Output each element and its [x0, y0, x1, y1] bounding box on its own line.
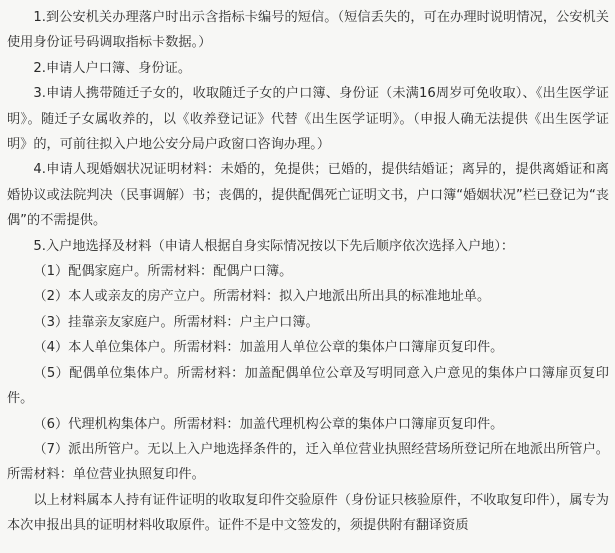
- paragraph-1: 1.到公安机关办理落户时出示含指标卡编号的短信。（短信丢失的，可在办理时说明情况，公安机关使用身份证号码调取指标卡数据。）: [7, 10, 609, 51]
- paragraph-3: 3.申请人携带随迁子女的，收取随迁子女的户口簿、身份证（未满16周岁可免收取）、《出生医学证明》。随迁子女属收养的，以《收养登记证》代替《出生医学证明》。（申报人确无法提供《出生医学证明》的，可前往拟入户地公安分局户政窗口咨询办理。）: [7, 86, 609, 153]
- option-7: （7）派出所管户。无以上入户地选择条件的，迁入单位营业执照经营场所登记所在地派出所管户。所需材料：单位营业执照复印件。: [7, 441, 609, 483]
- option-2: （2）本人或亲友的房产立户。所需材料：拟入户地派出所出具的标准地址单。: [33, 289, 491, 305]
- option-5: （5）配偶单位集体户。所需材料：加盖配偶单位公章及写明同意入户意见的集体户口簿扉页复印件。: [7, 365, 609, 407]
- option-4: （4）本人单位集体户。所需材料：加盖用人单位公章的集体户口簿扉页复印件。: [33, 340, 504, 356]
- closing-paragraph: 以上材料属本人持有证件证明的收取复印件交验原件（身份证只核验原件，不收取复印件），属专为本次申报出具的证明材料收取原件。证件不是中文签发的，须提供附有翻译资质: [7, 492, 609, 534]
- paragraph-2: 2.申请人户口簿、身份证。: [33, 60, 192, 76]
- option-1: （1）配偶家庭户。所需材料：配偶户口簿。: [33, 264, 293, 280]
- paragraph-4: 4.申请人现婚姻状况证明材料：未婚的，免提供；已婚的，提供结婚证；离异的，提供离婚证和离婚协议或法院判决（民事调解）书；丧偶的，提供配偶死亡证明文书，户口簿“婚姻状况”栏已登记为“丧偶”的不需提供。: [7, 162, 609, 229]
- paragraph-5: 5.入户地选择及材料（申请人根据自身实际情况按以下先后顺序依次选择入户地）：: [33, 238, 515, 254]
- option-3: （3）挂靠亲友家庭户。所需材料：户主户口簿。: [33, 314, 319, 330]
- option-6: （6）代理机构集体户。所需材料：加盖代理机构公章的集体户口簿扉页复印件。: [33, 416, 504, 432]
